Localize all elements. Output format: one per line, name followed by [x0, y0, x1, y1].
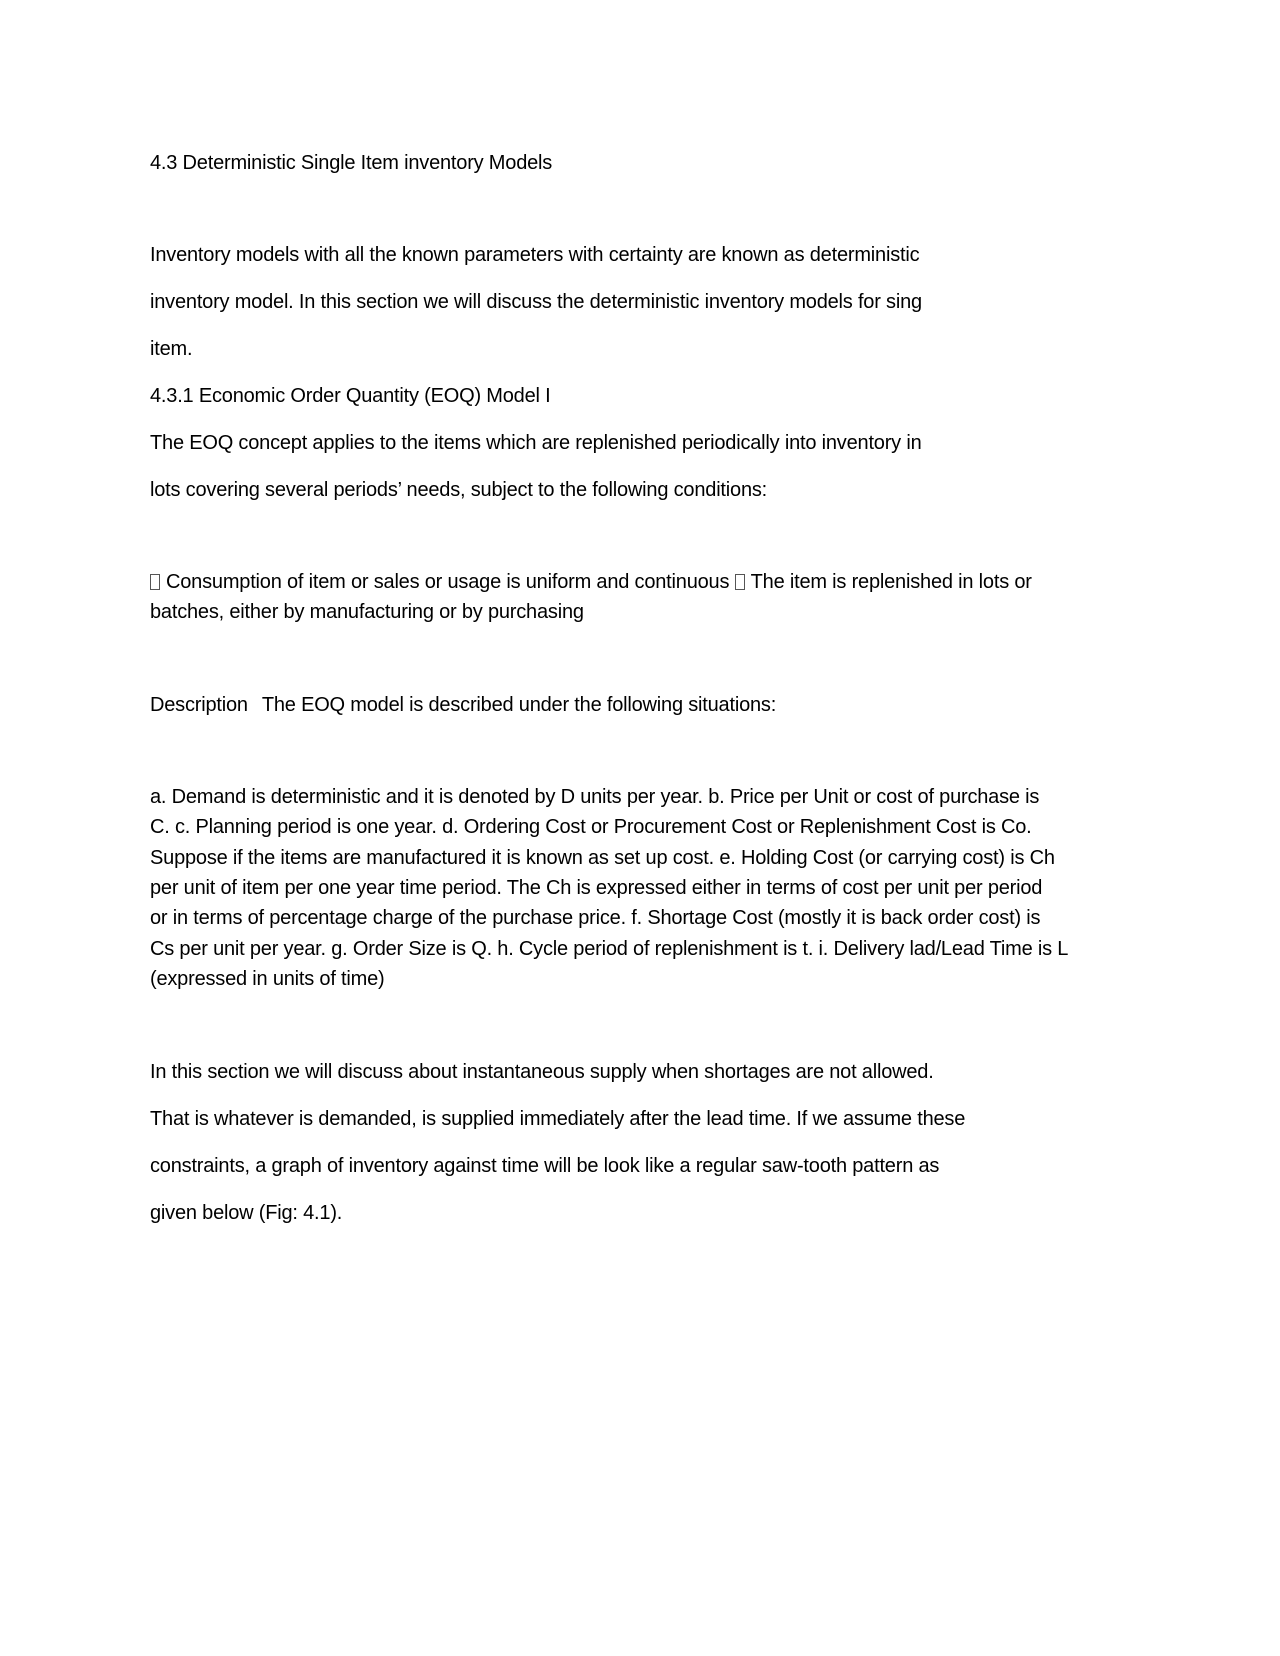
- section-heading: 4.3 Deterministic Single Item inventory Models: [150, 152, 553, 174]
- situations-row: or in terms of percentage charge of the purchase price. f. Shortage Cost (mostly it is back order cost) is: [150, 907, 1041, 930]
- description-label: Description: [150, 693, 248, 716]
- intro-line-1: Inventory models with all the known parameters with certainty are known as deterministic: [150, 244, 920, 266]
- closing-line-2: That is whatever is demanded, is supplied immediately after the lead time. If we assume these: [150, 1107, 966, 1130]
- description-line: [150, 690, 1130, 720]
- eoq-line-2: lots covering several periods’ needs, subject to the following conditions:: [150, 479, 768, 501]
- intro-line-2: inventory model. In this section we will discuss the deterministic inventory models for sing: [150, 291, 922, 313]
- spacer: [150, 995, 1130, 1057]
- subsection-heading: 4.3.1 Economic Order Quantity (EOQ) Model I: [150, 385, 551, 407]
- closing-line-3: constraints, a graph of inventory against time will be look like a regular saw-tooth pattern as: [150, 1154, 940, 1177]
- situations-row: Suppose if the items are manufactured it is known as set up cost. e. Holding Cost (or carrying cost) is Ch: [150, 846, 1055, 869]
- spacer: [150, 317, 1130, 334]
- spacer: [150, 1134, 1130, 1151]
- document-body: [150, 148, 1130, 1228]
- situations-row: a. Demand is deterministic and it is denoted by D units per year. b. Price per Unit or cost of purchase is: [150, 785, 1040, 808]
- spacer: [150, 364, 1130, 381]
- condition-2-text: The item is replenished in lots or: [750, 571, 1032, 593]
- situations-row: Cs per unit per year. g. Order Size is Q. h. Cycle period of replenishment is t. i. Delivery lad/Lead Time is L: [150, 937, 1069, 960]
- description-text: The EOQ model is described under the following situations:: [261, 693, 777, 716]
- situations-paragraph: [150, 782, 1130, 995]
- conditions-row-2: batches, either by manufacturing or by purchasing: [150, 601, 584, 624]
- spacer: [150, 720, 1130, 782]
- closing-line-4: given below (Fig: 4.1).: [150, 1201, 343, 1224]
- condition-1-text: Consumption of item or sales or usage is uniform and continuous: [166, 571, 730, 593]
- conditions-row-1: [150, 567, 1130, 597]
- spacer: [150, 458, 1130, 475]
- missing-glyph-icon: [735, 574, 745, 590]
- spacer: [150, 1181, 1130, 1198]
- spacer: [150, 505, 1130, 567]
- spacer: [150, 178, 1130, 240]
- closing-line-1: In this section we will discuss about instantaneous supply when shortages are not allowed.: [150, 1060, 934, 1083]
- spacer: [150, 411, 1130, 428]
- eoq-line-1: The EOQ concept applies to the items which are replenished periodically into inventory in: [150, 432, 922, 454]
- spacer: [150, 1087, 1130, 1104]
- conditions-paragraph: [150, 567, 1130, 628]
- situations-row: (expressed in units of time): [150, 968, 385, 991]
- intro-line-3: item.: [150, 338, 193, 360]
- spacer: [150, 270, 1130, 287]
- situations-row: C. c. Planning period is one year. d. Ordering Cost or Procurement Cost or Replenishment Cost is Co.: [150, 816, 1032, 839]
- situations-row: per unit of item per one year time period. The Ch is expressed either in terms of cost per unit per period: [150, 877, 1043, 900]
- spacer: [150, 628, 1130, 690]
- missing-glyph-icon: [150, 574, 160, 590]
